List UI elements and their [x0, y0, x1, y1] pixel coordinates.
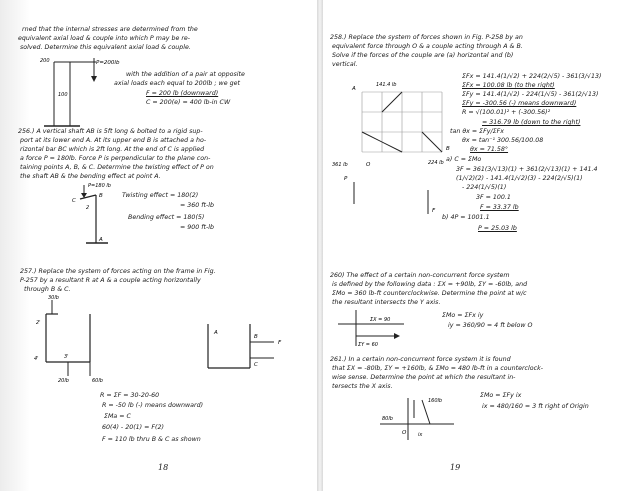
left-page	[18, 18, 315, 488]
label-p: P	[344, 176, 348, 182]
label-a: A	[214, 330, 218, 336]
p260-sol-1: ΣMo = ΣFx iy	[442, 312, 484, 319]
arrow-head	[394, 333, 400, 339]
p261-line-4: tersects the X axis.	[332, 383, 393, 390]
p261-line-3: wise sense. Determine the point at which the resultant in-	[332, 374, 516, 381]
intro-figure	[40, 56, 120, 128]
intro-sol-4: C = 200(e) = 400 lb-in CW	[146, 99, 231, 106]
label-o: O	[366, 162, 371, 168]
p258-sol-13: - 224(1/√5)(1)	[462, 184, 507, 191]
load-label: 60lb	[92, 378, 103, 384]
p260-sol-2: iy = 360/90 = 4 ft below O	[448, 322, 533, 329]
intro-sol-2: axial loads each equal to 200lb ; we get	[114, 80, 240, 87]
p258-sol-9: θx = 71.58°	[470, 146, 509, 153]
force-label: P=180 lb	[88, 183, 111, 189]
p258-sol-8: θx = tan⁻¹ 300.56/100.08	[462, 137, 544, 144]
intro-line-1: rned that the internal stresses are determined from the	[22, 26, 198, 33]
force-label: P=200lb	[96, 60, 120, 66]
p261-line-1: 261.) In a certain non-concurrent force system it is found	[330, 356, 511, 363]
p258-line-3: Solve if the forces of the couple are (a) horizontal and (b)	[332, 52, 514, 59]
grid	[362, 92, 442, 152]
force-label: 141.4 lb	[376, 82, 397, 88]
bar-bc	[80, 195, 96, 199]
p258-figure	[332, 72, 460, 228]
intro-line-2: equivalent axial load & couple into which P may be re-	[18, 35, 191, 42]
p258-sol-2: ΣFx = 100.08 lb (to the right)	[462, 82, 555, 89]
p256-line-4: a force P = 180lb. Force P is perpendicular to the plane con-	[20, 155, 211, 162]
p256-line-2: port at its lower end A. At its upper end B is attached a ho-	[20, 137, 207, 144]
dim-label: 3'	[64, 354, 69, 360]
len-label: 2	[86, 205, 90, 211]
force-label: 361 lb	[332, 162, 348, 168]
label-b: B	[99, 193, 103, 199]
book-gutter	[317, 0, 323, 491]
force-141	[382, 92, 402, 112]
dim-label: 4'	[34, 356, 39, 362]
label-c: C	[254, 362, 258, 368]
label-f: F	[278, 340, 282, 346]
sx-label: ΣX = 90	[370, 317, 391, 323]
p257-line-2: P-257 by a resultant R at A & a couple acting horizontally	[20, 277, 201, 284]
p258-sol-15: F = 33.37 lb	[480, 204, 519, 211]
p257-sol-1: R = ΣF = 30-20-60	[100, 392, 160, 399]
p256-line-6: the shaft AB & the bending effect at point A.	[20, 173, 161, 180]
p260-line-4: the resultant intersects the Y axis.	[332, 299, 441, 306]
page-number-left: 18	[158, 463, 169, 473]
dim-label: 2'	[36, 320, 41, 326]
p261-line-2: that ΣX = -80lb, ΣY = +160lb, & ΣMo = 480 lb-ft in a counterclock-	[332, 365, 544, 372]
p258-sol-10: a) C = ΣMo	[446, 156, 482, 163]
p256-sol-2: = 360 ft-lb	[180, 202, 215, 209]
dim-label: 100	[58, 92, 68, 98]
label-c: C	[72, 198, 76, 204]
p257-sol-5: F = 110 lb thru B & C as shown	[102, 436, 201, 443]
p256-sol-4: = 900 ft-lb	[180, 224, 215, 231]
label-f: F	[432, 208, 436, 214]
p257-sol-2: R = -50 lb (-) means downward)	[102, 402, 204, 409]
p258-line-4: vertical.	[332, 61, 358, 68]
arrow-head	[91, 76, 97, 82]
p258-sol-5: R = √(100.01)² + (-300.56)²	[462, 109, 551, 116]
intro-sol-1: with the addition of a pair at opposite	[126, 71, 245, 78]
label-b: B	[254, 334, 258, 340]
intro-sol-3: F = 200 lb (downward)	[146, 90, 219, 97]
p258-sol-16: b) 4P = 1001.1	[442, 214, 490, 221]
p258-sol-7: tan θx = ΣFy/ΣFx	[450, 128, 504, 135]
dim-label: 200	[40, 58, 50, 64]
p261-sol-1: ΣMo = ΣFy ix	[480, 392, 522, 399]
load-label: 20lb	[58, 378, 69, 384]
p257-line-3: through B & C.	[24, 286, 71, 293]
force-224	[422, 132, 442, 152]
p260-figure	[334, 308, 406, 348]
page-number-right: 19	[450, 463, 461, 473]
p257-sol-3: ΣMa = C	[104, 413, 131, 420]
force-label: 80lb	[382, 416, 393, 422]
p256-line-1: 256.) A vertical shaft AB is 5ft long & bolted to a rigid sup-	[18, 128, 203, 135]
p260-line-2: is defined by the following data : ΣX = +90lb, ΣY = -60lb, and	[332, 281, 528, 288]
p258-line-1: 258.) Replace the system of forces shown in Fig. P-258 by an	[330, 34, 523, 41]
p256-sol-3: Bending effect = 180(5)	[128, 214, 205, 221]
right-page	[330, 18, 628, 488]
force-label: 224 lb	[428, 160, 444, 166]
p260-line-1: 260) The effect of a certain non-concurrent force system	[330, 272, 510, 279]
p258-sol-3: ΣFy = 141.4(1/√2) - 224(1/√5) - 361(2/√13)	[462, 91, 599, 98]
p258-sol-11: 3F = 361(3/√13)(1) + 361(2/√13)(1) + 141.4	[456, 166, 598, 173]
sy-label: ΣY = 60	[358, 342, 378, 348]
p258-sol-17: P = 25.03 lb	[478, 225, 517, 232]
p257-sol-4: 60(4) - 20(1) = F(2)	[102, 424, 164, 431]
p256-sol-1: Twisting effect = 180(2)	[122, 192, 199, 199]
ix-label: ix	[418, 432, 423, 438]
p260-line-3: ΣMo = 360 lb-ft counterclockwise. Determine the point at w/c	[332, 290, 527, 297]
p256-line-5: taining points A, B, & C. Determine the twisting effect of P on	[20, 164, 214, 171]
label-o: O	[402, 430, 407, 436]
label-a: A	[352, 86, 356, 92]
label-b: B	[446, 146, 450, 152]
p257-figure	[28, 294, 298, 384]
load-label: 30lb	[48, 295, 59, 301]
label-a: A	[99, 237, 103, 243]
p258-sol-14: 3F = 100.1	[476, 194, 511, 201]
p258-sol-12: (1/√2)(2) - 141.4(1/√2)(3) - 224(2/√5)(1)	[456, 175, 583, 182]
p256-line-3: rizontal bar BC which is 2ft long. At the end of C is applied	[20, 146, 205, 153]
intro-line-3: solved. Determine this equivalent axial load & couple.	[20, 44, 191, 51]
p257-line-1: 257.) Replace the system of forces acting on the frame in Fig.	[20, 268, 216, 275]
p258-sol-1: ΣFx = 141.4(1/√2) + 224(2/√5) - 361(3/√13)	[462, 73, 602, 80]
p261-figure	[378, 390, 458, 446]
p258-sol-4: ΣFy = -300.56 (-) means downward)	[462, 100, 577, 107]
force-label: 160lb	[428, 398, 443, 404]
p258-sol-6: = 316.79 lb (down to the right)	[482, 119, 581, 126]
p258-line-2: equivalent force through O & a couple acting through A & B.	[332, 43, 523, 50]
p261-sol-2: ix = 480/160 = 3 ft right of Origin	[482, 403, 589, 410]
